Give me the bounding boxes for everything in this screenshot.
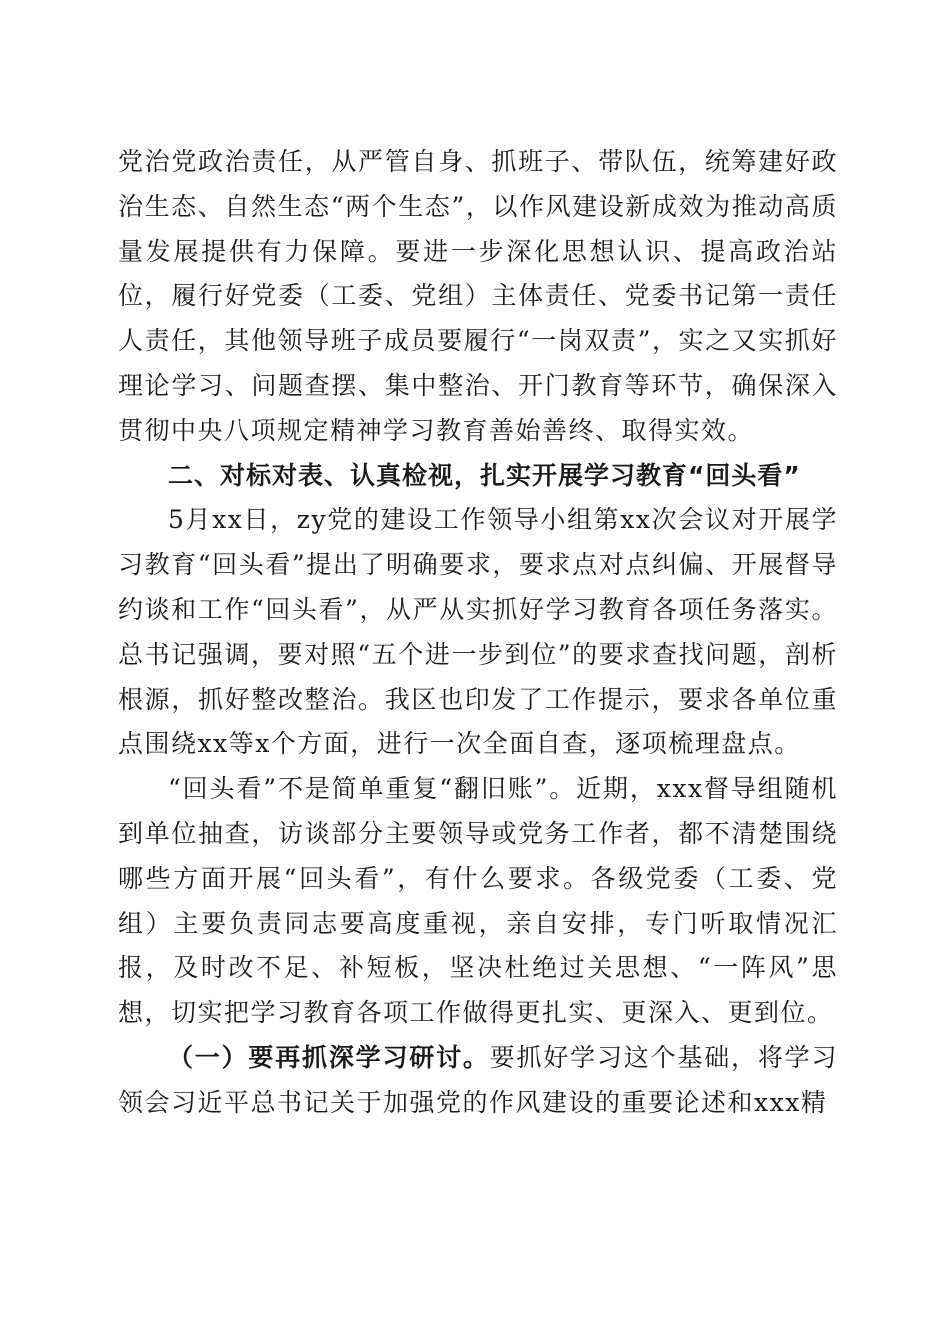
paragraph-4 xyxy=(118,1036,838,1126)
subheading-1: （一）要再抓深学习研讨。 xyxy=(168,1042,490,1072)
paragraph-3: “回头看”不是简单重复“翻旧账”。近期，xxx督导组随机到单位抽查，访谈部分主要领导或党务工作者，都不清楚围绕哪些方面开展“回头看”，有什么要求。各级党委（工委、党组）主要负责同志要高度重视，亲自安排，专门听取情况汇报，及时改不足、补短板，坚决杜绝过关思想、“一阵风”思想，切实把学习教育各项工作做得更扎实、更深入、更到位。 xyxy=(118,774,838,1028)
paragraph-1: 党治党政治责任，从严管自身、抓班子、带队伍，统筹建好政治生态、自然生态“两个生态”，以作风建设新成效为推动高质量发展提供有力保障。要进一步深化思想认识、提高政治站位，履行好党委（工委、党组）主体责任、党委书记第一责任人责任，其他领导班子成员要履行“一岗双责”，实之又实抓好理论学习、问题查摆、集中整治、开门教育等环节，确保深入贯彻中央八项规定精神学习教育善始善终、取得实效。 xyxy=(118,147,838,445)
section-heading-2: 二、对标对表、认真检视，扎实开展学习教育“回头看” xyxy=(168,460,801,490)
paragraph-4-text: 要抓好学习这个基础，将学习领会习近平总书记关于加强党的作风建设的重要论述和xxx精 xyxy=(118,1042,838,1117)
document-page xyxy=(118,140,838,1126)
paragraph-2: 5月xx日，zy党的建设工作领导小组第xx次会议对开展学习教育“回头看”提出了明确要求，要求点对点纠偏、开展督导约谈和工作“回头看”，从严从实抓好学习教育各项任务落实。总书记强调，要对照“五个进一步到位”的要求查找问题，剖析根源，抓好整改整治。我区也印发了工作提示，要求各单位重点围绕xx等x个方面，进行一次全面自查，逐项梳理盘点。 xyxy=(118,505,838,759)
